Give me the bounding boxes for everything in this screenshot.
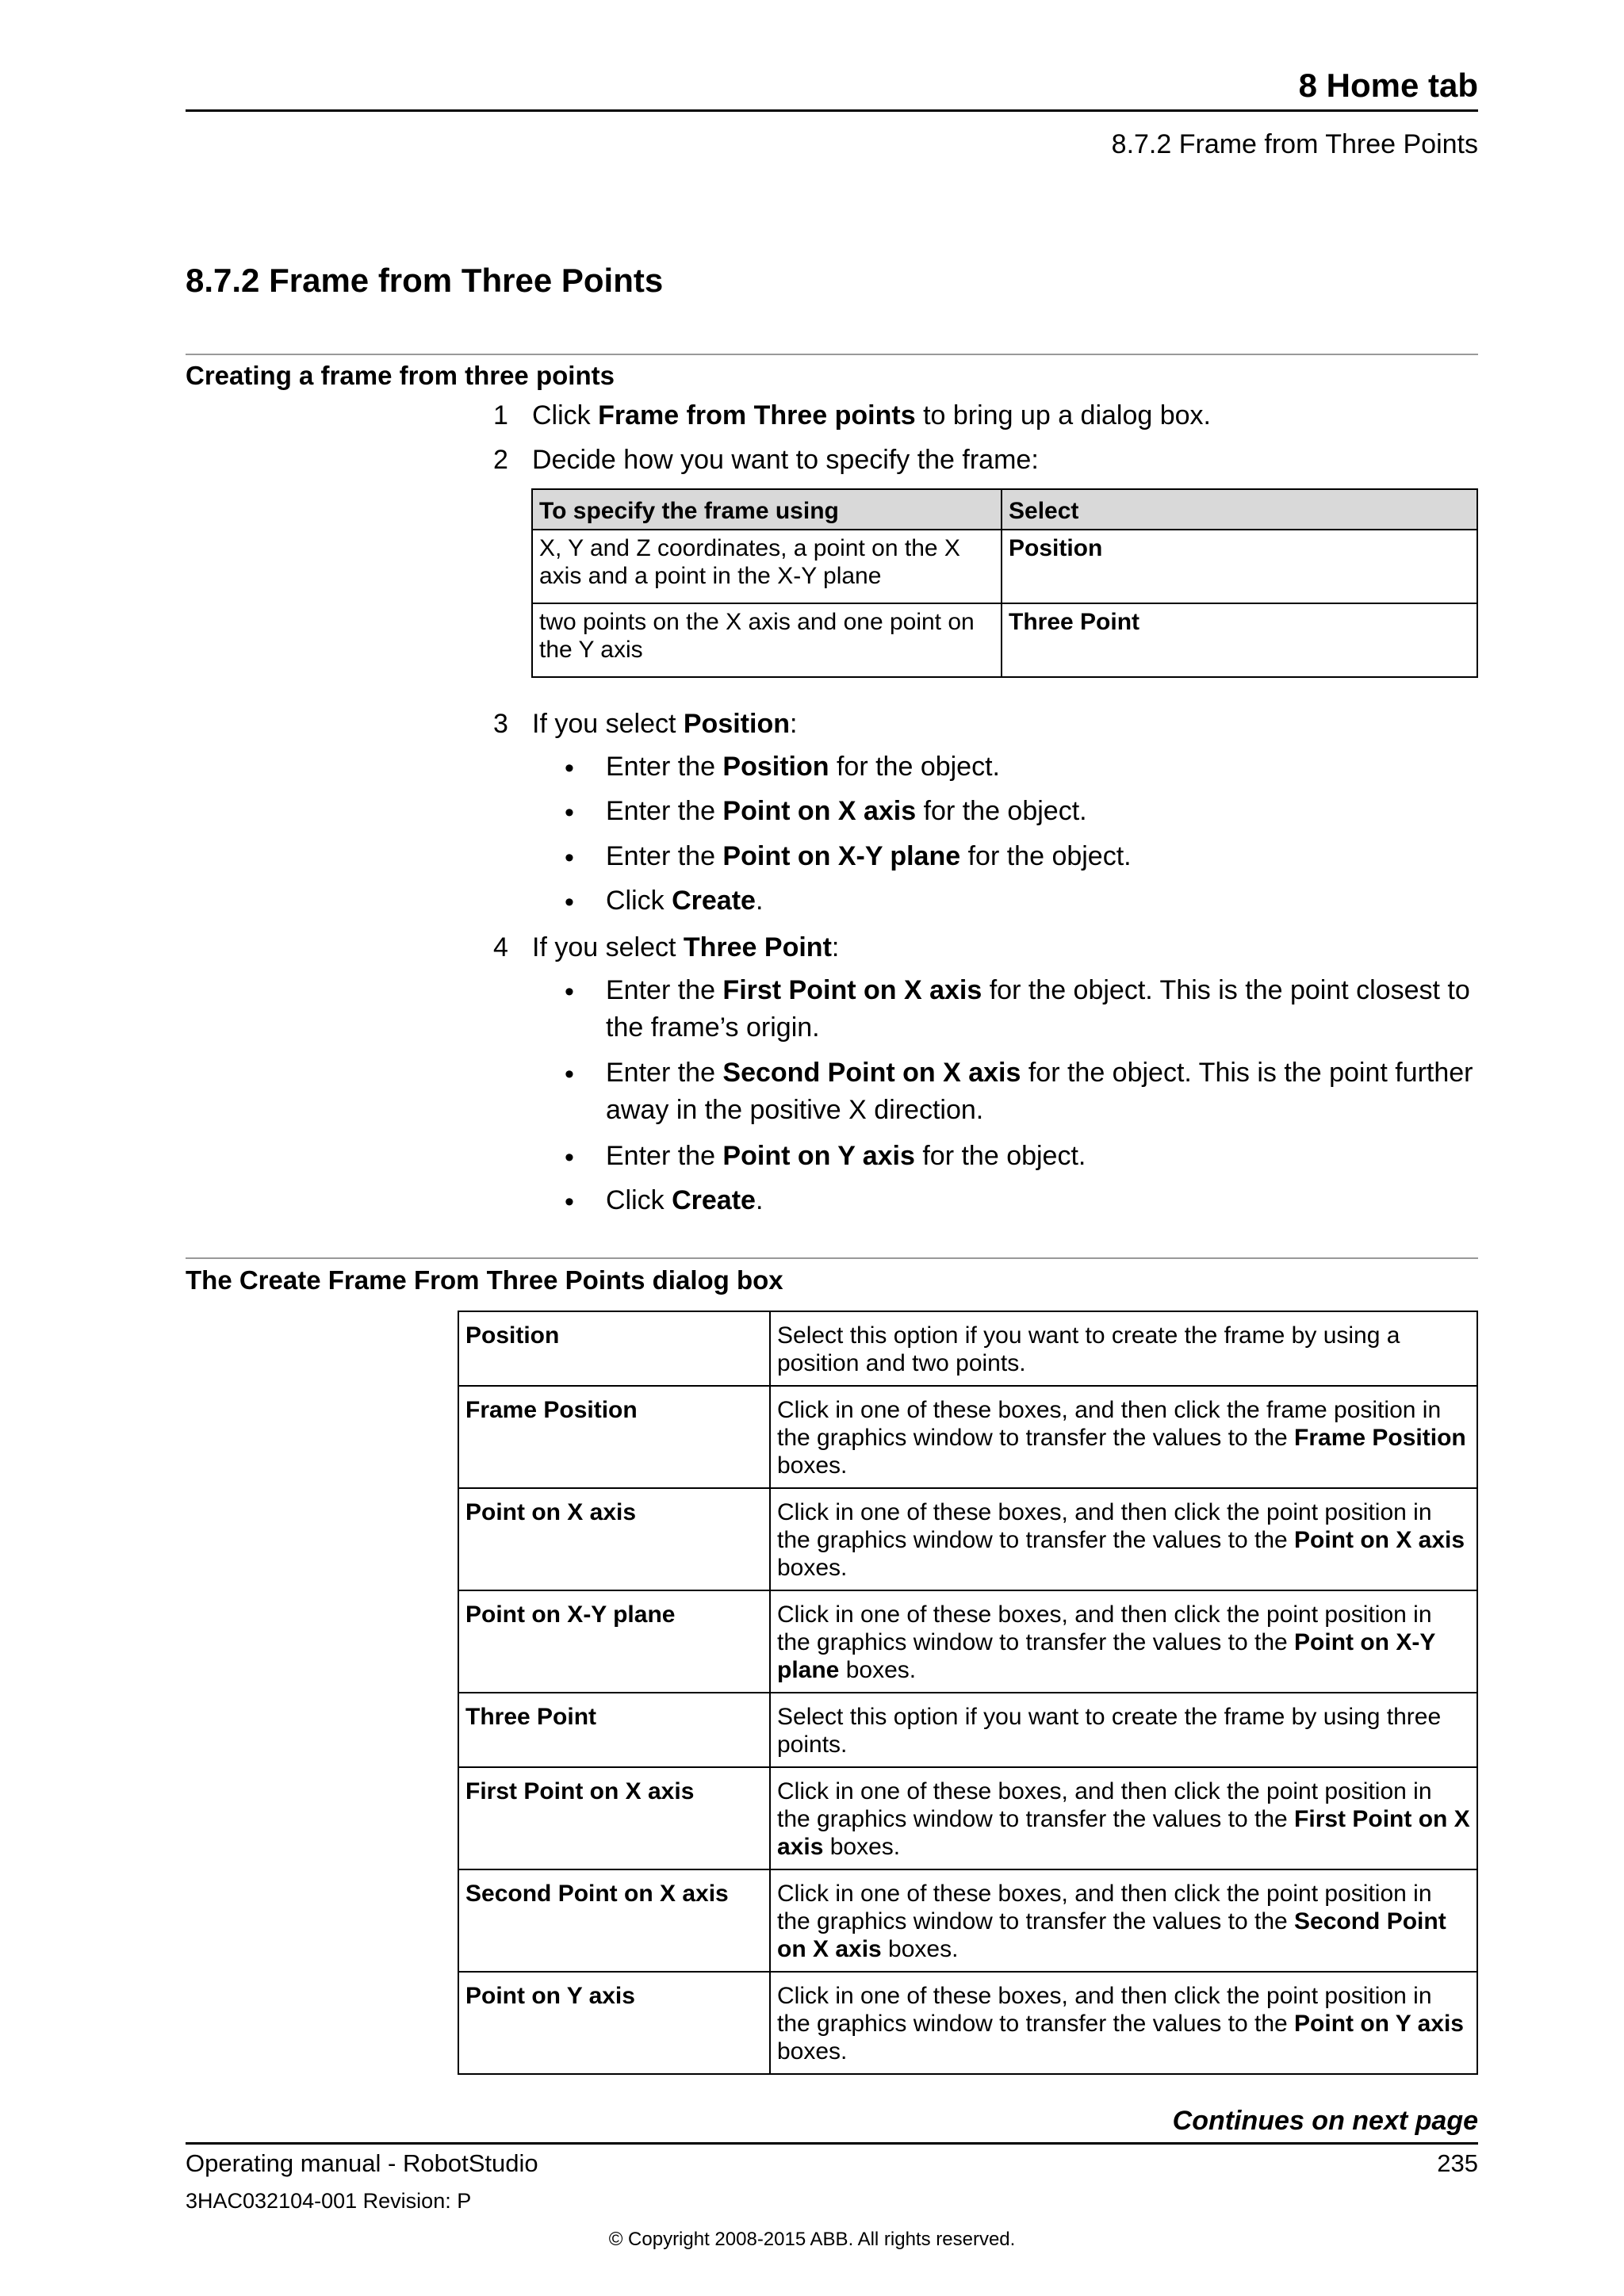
step-number: 4 — [493, 932, 508, 962]
bullet: • — [565, 1059, 574, 1089]
table-row — [458, 1311, 1477, 1386]
option-name: Frame Position — [458, 1386, 770, 1488]
option-description: Click in one of these boxes, and then click the point position in the graphics window to transfer the values to the Point on X-Y plane boxes. — [770, 1590, 1477, 1693]
bullet-item: Enter the Position for the object. — [606, 752, 1000, 782]
step-text: Click Frame from Three points to bring up a dialog box. — [532, 400, 1211, 430]
table-header-row — [532, 489, 1477, 530]
step-number: 2 — [493, 445, 508, 475]
table-header-cell: Select — [1002, 489, 1477, 530]
table-header-cell: To specify the frame using — [532, 489, 1002, 530]
bullet-item: Click Create. — [606, 886, 764, 916]
bullet: • — [565, 798, 574, 828]
chapter-header: 8 Home tab — [1298, 67, 1478, 104]
option-name: Point on X axis — [458, 1488, 770, 1590]
step-number: 3 — [493, 709, 508, 739]
page-title: 8.7.2 Frame from Three Points — [186, 262, 664, 299]
step-text: If you select Three Point: — [532, 932, 840, 962]
section-rule — [186, 1257, 1478, 1259]
copyright: © Copyright 2008-2015 ABB. All rights reserved. — [608, 2229, 1016, 2250]
option-name: Position — [458, 1311, 770, 1386]
table-row — [458, 1488, 1477, 1590]
step-text: If you select Position: — [532, 709, 798, 739]
section-heading-dialog: The Create Frame From Three Points dialog box — [186, 1265, 783, 1295]
step-text: Decide how you want to specify the frame: — [532, 445, 1039, 475]
bullet: • — [565, 977, 574, 1007]
bullet-item: Enter the Point on X-Y plane for the object. — [606, 841, 1132, 871]
table-cell: X, Y and Z coordinates, a point on the X axis and a point in the X-Y plane — [532, 530, 1002, 603]
option-name: Point on Y axis — [458, 1972, 770, 2074]
table-cell: Three Point — [1002, 603, 1477, 677]
option-name: Second Point on X axis — [458, 1869, 770, 1972]
table-cell: Position — [1002, 530, 1477, 603]
section-heading-creating: Creating a frame from three points — [186, 361, 615, 390]
table-row — [458, 1693, 1477, 1767]
option-description: Click in one of these boxes, and then click the point position in the graphics window to transfer the values to the Point on Y axis boxes. — [770, 1972, 1477, 2074]
table-row — [532, 603, 1477, 677]
option-description: Click in one of these boxes, and then click the point position in the graphics window to transfer the values to the Second Point on X axis boxes. — [770, 1869, 1477, 1972]
frame-method-table — [531, 488, 1478, 678]
option-description: Select this option if you want to create the frame by using a position and two points. — [770, 1311, 1477, 1386]
continues-note: Continues on next page — [1172, 2106, 1478, 2136]
dialog-options-table — [458, 1311, 1478, 2075]
header-rule — [186, 109, 1478, 112]
footer-rule — [186, 2142, 1478, 2145]
option-description: Click in one of these boxes, and then click the point position in the graphics window to transfer the values to the First Point on X axis boxes. — [770, 1767, 1477, 1869]
bullet: • — [565, 843, 574, 873]
table-row — [532, 530, 1477, 603]
bullet: • — [565, 1187, 574, 1217]
page-number: 235 — [1437, 2149, 1478, 2177]
option-name: First Point on X axis — [458, 1767, 770, 1869]
table-row — [458, 1386, 1477, 1488]
bullet-item: Enter the Point on X axis for the object. — [606, 796, 1087, 826]
option-description: Click in one of these boxes, and then click the point position in the graphics window to transfer the values to the Point on X axis boxes. — [770, 1488, 1477, 1590]
bullet: • — [565, 753, 574, 783]
bullet-item: Click Create. — [606, 1185, 764, 1215]
table-row — [458, 1869, 1477, 1972]
bullet: • — [565, 1142, 574, 1173]
bullet: • — [565, 887, 574, 917]
document-id: 3HAC032104-001 Revision: P — [186, 2189, 472, 2213]
bullet-item: Enter the First Point on X axis for the object. This is the point closest to the frame’s origin. — [606, 975, 1470, 1043]
table-cell: two points on the X axis and one point on the Y axis — [532, 603, 1002, 677]
table-row — [458, 1590, 1477, 1693]
footer-manual-title: Operating manual - RobotStudio — [186, 2149, 538, 2177]
option-name: Three Point — [458, 1693, 770, 1767]
bullet-item: Enter the Point on Y axis for the object. — [606, 1141, 1086, 1171]
option-description: Click in one of these boxes, and then click the frame position in the graphics window to transfer the values to the Frame Position boxes. — [770, 1386, 1477, 1488]
step-number: 1 — [493, 400, 508, 430]
table-row — [458, 1972, 1477, 2074]
option-name: Point on X-Y plane — [458, 1590, 770, 1693]
option-description: Select this option if you want to create the frame by using three points. — [770, 1693, 1477, 1767]
table-row — [458, 1767, 1477, 1869]
section-rule — [186, 354, 1478, 355]
section-header: 8.7.2 Frame from Three Points — [1111, 129, 1478, 159]
bullet-item: Enter the Second Point on X axis for the object. This is the point further away in the positive X direction. — [606, 1058, 1473, 1125]
